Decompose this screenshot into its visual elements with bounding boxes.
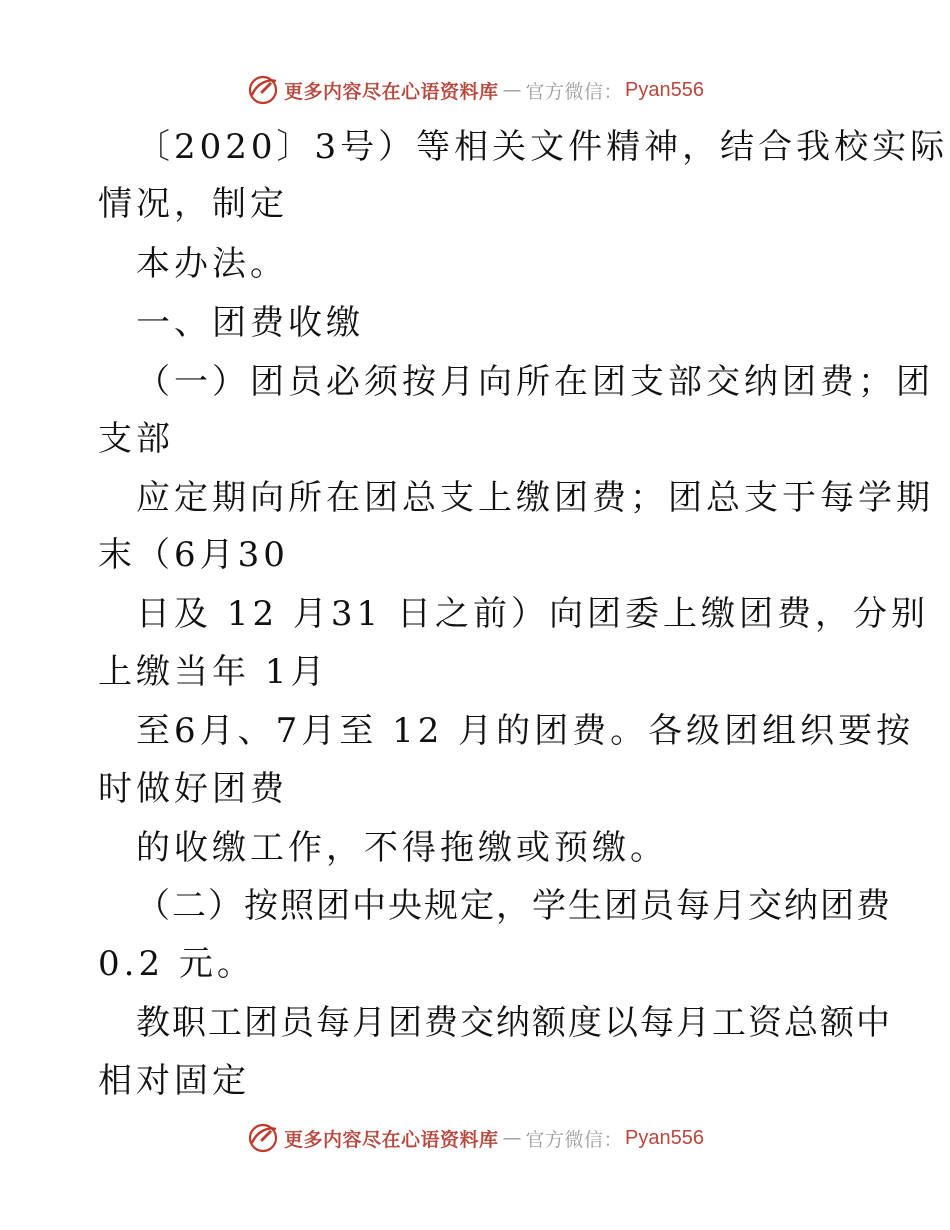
- pen-logo-icon: [246, 1121, 280, 1155]
- text-line: 的收缴工作，不得拖缴或预缴。: [136, 828, 668, 868]
- text-line: 0.2 元。: [98, 944, 255, 984]
- wechat-label: 官方微信：: [525, 80, 624, 103]
- text-line: 相对固定: [98, 1061, 250, 1101]
- watermark-banner-bottom: [0, 1118, 950, 1158]
- text-line: 支部: [98, 419, 174, 459]
- text-line: 至6月、7月至 12 月的团费。各级团组织要按: [136, 711, 915, 751]
- watermark-dash: —: [502, 1127, 522, 1149]
- text-line: 日及 12 月31 日之前）向团委上缴团费，分别: [136, 594, 929, 634]
- section-heading: 一、团费收缴: [136, 303, 364, 343]
- text-line: 〔2020〕3号）等相关文件精神，结合我校实际: [136, 127, 949, 167]
- wechat-id: Pyan556: [625, 1126, 704, 1149]
- text-line: 本办法。: [136, 244, 288, 284]
- watermark-text: 更多内容尽在心语资料库: [284, 1128, 499, 1151]
- text-line: 情况，制定: [98, 184, 288, 224]
- watermark-text: 更多内容尽在心语资料库: [284, 80, 499, 103]
- wechat-id: Pyan556: [625, 78, 704, 101]
- text-line: （一）团员必须按月向所在团支部交纳团费；团: [136, 362, 934, 402]
- text-line: 时做好团费: [98, 769, 288, 809]
- text-line: 教职工团员每月团费交纳额度以每月工资总额中: [136, 1003, 892, 1043]
- watermark-dash: —: [502, 79, 522, 101]
- text-line: （二）按照团中央规定，学生团员每月交纳团费: [136, 886, 892, 926]
- text-line: 上缴当年 1月: [98, 652, 329, 692]
- text-line: 应定期向所在团总支上缴团费；团总支于每学期: [136, 478, 934, 518]
- wechat-label: 官方微信：: [525, 1128, 624, 1151]
- text-line: 末（6月30: [98, 535, 289, 575]
